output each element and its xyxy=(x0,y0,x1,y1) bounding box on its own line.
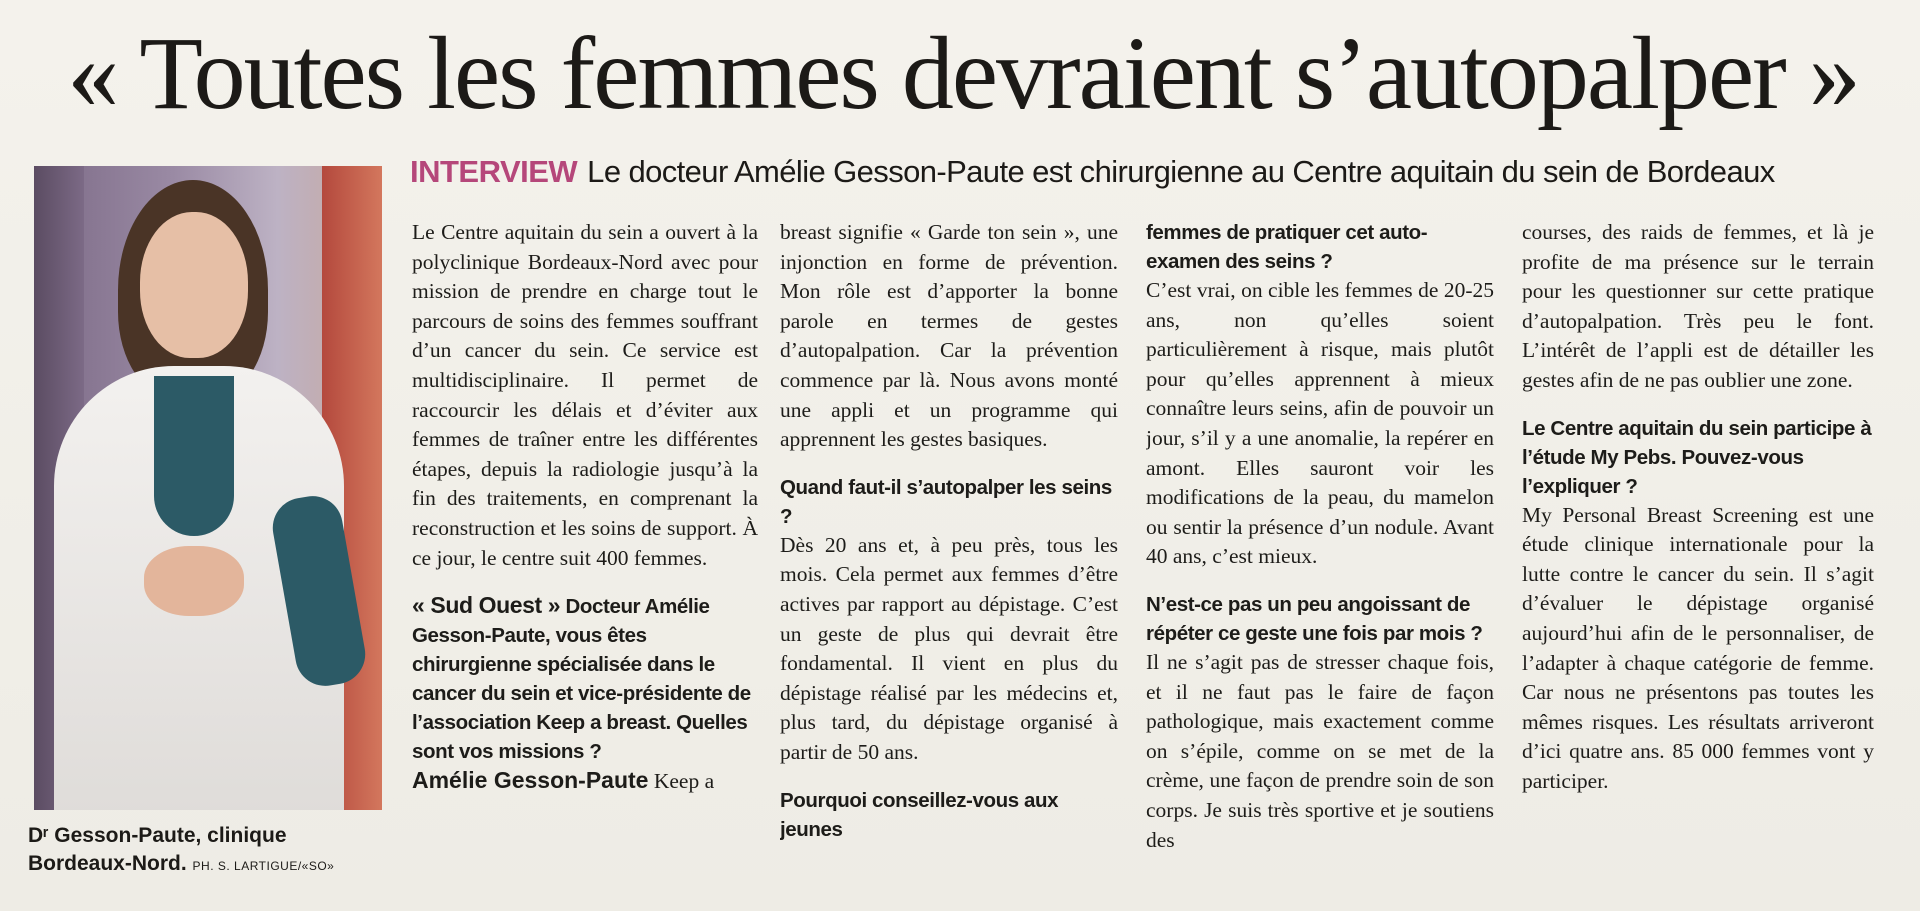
answer-1-start xyxy=(412,766,758,797)
question-5: Le Centre aquitain du sein participe à l’étude My Pebs. Pouvez-vous l’expliquer ? xyxy=(1522,416,1872,498)
question-1 xyxy=(412,591,758,766)
column-1 xyxy=(412,218,758,878)
column-4 xyxy=(1522,218,1874,878)
newspaper-name: « Sud Ouest » xyxy=(412,592,561,619)
answer-4-start: Il ne s’agit pas de stresser chaque fois, et il ne faut pas le faire de façon pathologique, mais exactement comme on s’épile, comme on se met de la crème, une façon de prendre soin de son corps. Je suis très sportive et je soutiens des xyxy=(1146,649,1494,852)
photo-hand xyxy=(144,546,244,616)
answer-3: C’est vrai, on cible les femmes de 20-25 ans, non qu’elles soient particulièrement à risque, mais plutôt pour qu’elles apprennent à mieux connaître leurs seins, afin de pouvoir un jour, s’il y a une anomalie, la repérer en amont. Elles sauront voir les modifications de la peau, du mamelon ou sentir la présence d’un nodule. Avant 40 ans, c’est mieux. xyxy=(1146,278,1494,569)
answer-1-first-words: Keep a xyxy=(653,769,715,794)
answer-2: Dès 20 ans et, à peu près, tous les mois. Cela permet aux femmes d’être actives par rapport au dépistage. C’est un geste de plus qui devrait être fondamental. Il vient en plus du dépistage réalisé par les médecins et, plus tard, du dépistage organisé à partir de 50 ans. xyxy=(780,532,1118,764)
portrait-photo xyxy=(34,166,382,810)
intro-paragraph: Le Centre aquitain du sein a ouvert à la polyclinique Bordeaux-Nord avec pour mission de prendre en charge tout le parcours de soins des femmes souffrant d’un cancer du sein. Ce service est multidisciplinaire. Il permet de raccourcir les délais et d’éviter aux femmes de traîner entre les différentes étapes, depuis la radiologie jusqu’à la fin des traitements, en comprenant la reconstruction et les soins de support. À ce jour, le centre suit 400 femmes. xyxy=(412,220,758,570)
question-4: N’est-ce pas un peu angoissant de répéter ce geste une fois par mois ? xyxy=(1146,592,1483,645)
answer-5: My Personal Breast Screening est une étude clinique internationale pour la lutte contre le cancer du sein. Il s’agit d’évaluer le dépistage organisé aujourd’hui afin de le personnaliser, de l’adapter à chaque catégorie de femme. Car nous ne présentons pas toutes les mêmes risques. Les résultats arriveront d’ici quatre ans. 85 000 femmes vont y participer. xyxy=(1522,502,1874,793)
column-2 xyxy=(780,218,1118,878)
question-1-text: Docteur Amélie Gesson-Paute, vous êtes chirurgienne spécialisée dans le cancer du sein et vice-présidente de l’association Keep a breast. Quelles sont vos missions ? xyxy=(412,595,751,764)
column-3 xyxy=(1146,218,1494,878)
caption-text: Dʳ Gesson-Paute, clinique Bordeaux-Nord. xyxy=(28,824,287,875)
photo-credit: PH. S. LARTIGUE/«SO» xyxy=(192,859,335,873)
interviewee-name: Amélie Gesson-Paute xyxy=(412,767,649,794)
kicker-label: INTERVIEW xyxy=(410,154,578,189)
photo-face xyxy=(140,212,248,358)
question-2: Quand faut-il s’autopalper les seins ? xyxy=(780,475,1112,528)
standfirst-row xyxy=(410,152,1890,192)
question-3-start: Pourquoi conseillez-vous aux jeunes xyxy=(780,788,1059,841)
question-3-end: femmes de pratiquer cet auto-examen des seins ? xyxy=(1146,221,1428,273)
headline: « Toutes les femmes devraient s’autopalper » xyxy=(67,16,1859,131)
photo-caption xyxy=(28,822,388,880)
standfirst: Le docteur Amélie Gesson-Paute est chirurgienne au Centre aquitain du sein de Bordeaux xyxy=(587,154,1775,189)
photo-shirt xyxy=(154,376,234,536)
answer-1-continued: breast signifie « Garde ton sein », une injonction en forme de prévention. Mon rôle est d’apporter la bonne parole en termes de gestes d’autopalpation. Car la prévention commence par là. Nous avons monté une appli et un programme qui apprennent les gestes basiques. xyxy=(780,220,1118,452)
answer-4-end: courses, des raids de femmes, et là je profite de ma présence sur le terrain pour les questionner sur cette pratique d’autopalpation. Très peu le font. L’intérêt de l’appli est de détailler les gestes afin de ne pas oublier une zone. xyxy=(1522,220,1874,392)
